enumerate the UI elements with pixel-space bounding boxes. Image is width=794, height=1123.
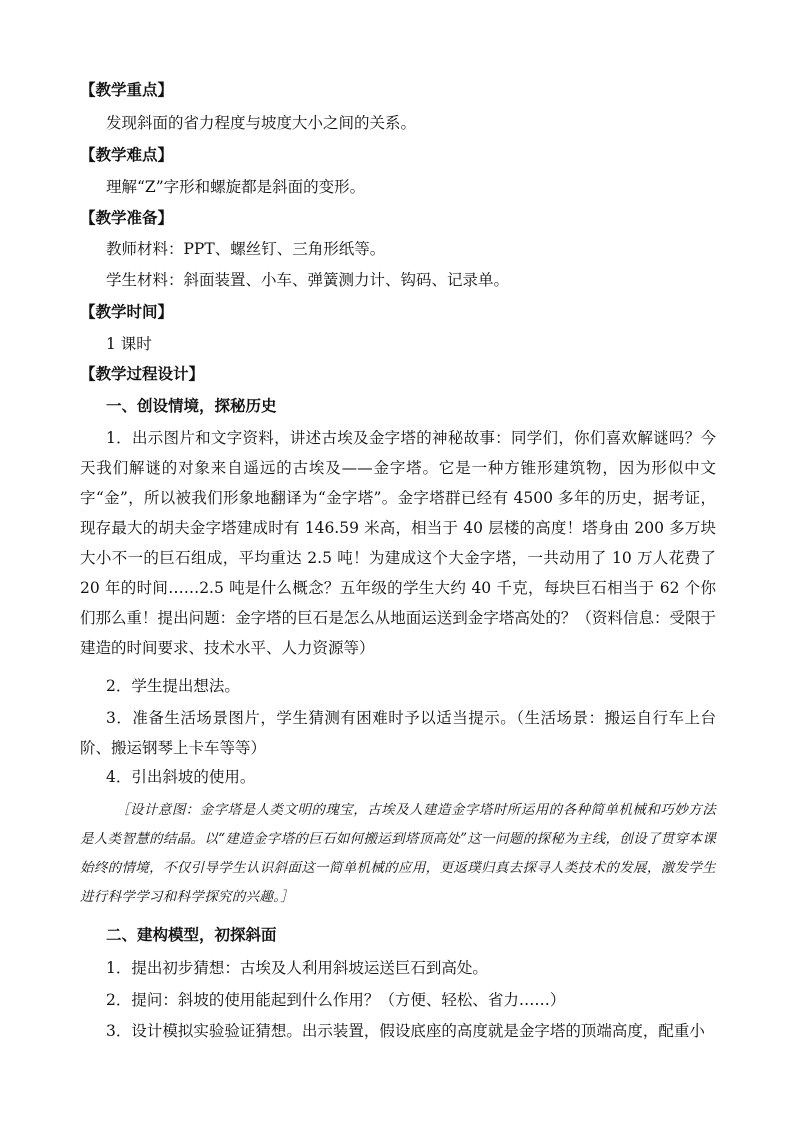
section-heading-prep: 【教学准备】 <box>80 208 174 227</box>
prep-student-materials: 学生材料：斜面装置、小车、弹簧测力计、钩码、记录单。 <box>106 271 510 289</box>
part1-paragraph-2: 2．学生提出想法。 <box>106 677 240 695</box>
part2-paragraph-2: 2．提问：斜坡的使用能起到什么作用？（方便、轻松、省力……） <box>106 991 566 1009</box>
part1-title: 一、创设情境，探秘历史 <box>106 396 277 415</box>
focus-text: 发现斜面的省力程度与坡度大小之间的关系。 <box>106 114 417 132</box>
section-heading-focus: 【教学重点】 <box>80 80 174 99</box>
section-heading-process: 【教学过程设计】 <box>80 364 205 383</box>
part1-paragraph-4: 4．引出斜坡的使用。 <box>106 768 256 786</box>
part1-paragraph-1: 1．出示图片和文字资料，讲述古埃及金字塔的神秘故事：同学们，你们喜欢解谜吗？今天我们解谜的对象来自遥远的古埃及——金字塔。它是一种方锥形建筑物，因为形似中文字“金”，所以被我们形象地翻译为“金字塔”。金字塔群已经有 4500 多年的历史，据考证，现存最大的胡夫金字塔建成时有 146.59 米高，相当于 40 层楼的高度！塔身由 200 多万块大小不一的巨石组成，平均重达 2.5 吨！为建成这个大金字塔，一共动用了 10 万人花费了 20 年的时间……2.5 吨是什么概念？五年级的学生大约 40 千克，每块巨石相当于 62 个你们那么重！提出问题：金字塔的巨石是怎么从地面运送到金字塔高处的？（资料信息：受限于建造的时间要求、技术水平、人力资源等） <box>80 429 716 657</box>
section-heading-time: 【教学时间】 <box>80 302 174 321</box>
section-heading-difficulty: 【教学难点】 <box>80 145 174 164</box>
part2-title: 二、建构模型，初探斜面 <box>106 925 277 944</box>
part2-paragraph-3: 3．设计模拟实验验证猜想。出示装置，假设底座的高度就是金字塔的顶端高度，配重小 <box>106 1022 705 1040</box>
design-intent-note: ［设计意图：金字塔是人类文明的瑰宝，古埃及人建造金字塔时所运用的各种简单机械和巧妙方法是人类智慧的结晶。以“建造金字塔的巨石如何搬运到塔顶高处”这一问题的探秘为主线，创设了贯穿本课始终的情境，不仅引导学生认识斜面这一简单机械的应用，更返璞归真去探寻人类技术的发展，激发学生进行科学学习和科学探究的兴趣。］ <box>80 802 716 905</box>
difficulty-text: 理解“Z”字形和螺旋都是斜面的变形。 <box>106 178 366 196</box>
time-text: 1 课时 <box>106 335 152 353</box>
part1-paragraph-3: 3．准备生活场景图片，学生猜测有困难时予以适当提示。（生活场景：搬运自行车上台阶、搬运钢琴上卡车等等） <box>80 709 716 757</box>
prep-teacher-materials: 教师材料：PPT、螺丝钉、三角形纸等。 <box>106 240 386 258</box>
part2-paragraph-1: 1．提出初步猜想：古埃及人利用斜坡运送巨石到高处。 <box>106 959 488 977</box>
